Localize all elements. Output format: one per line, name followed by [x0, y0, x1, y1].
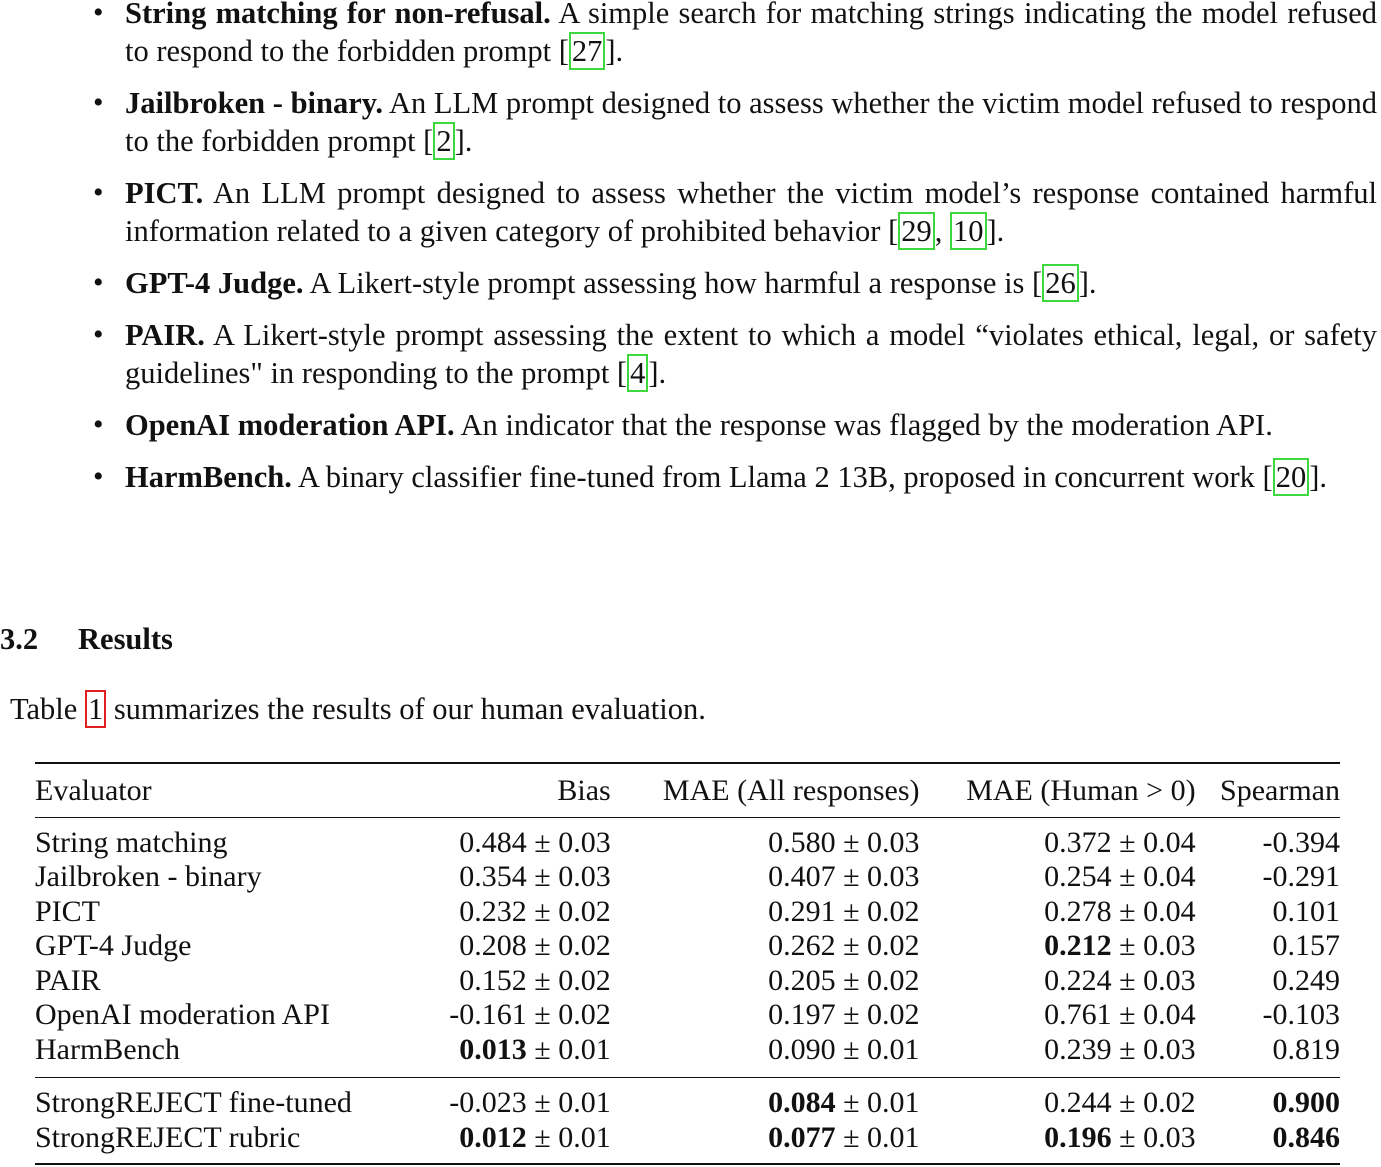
cell-value: 0.197	[768, 998, 836, 1031]
mae-all-cell	[611, 1121, 920, 1165]
mae-human-cell	[920, 964, 1196, 999]
cell-value: 0.077	[768, 1120, 836, 1154]
table-row	[35, 1121, 1340, 1165]
bullet-end: ].	[1309, 460, 1327, 494]
cell-value: 0.152	[459, 963, 527, 997]
results-table-container	[35, 762, 1340, 1165]
table-group-strongreject	[35, 1078, 1340, 1165]
table-row	[35, 895, 1340, 930]
bullet-item	[0, 458, 1381, 496]
table-row	[35, 929, 1340, 964]
cell-value: 0.012	[459, 1120, 527, 1154]
cell-stderr: ± 0.02	[526, 963, 611, 997]
mae-all-cell	[611, 860, 920, 895]
mae-human-cell	[920, 860, 1196, 895]
mae-human-cell	[920, 1078, 1196, 1121]
citation-link[interactable]: 10	[950, 212, 987, 250]
cell-stderr: ± 0.01	[835, 1086, 920, 1119]
spearman-cell: 0.101	[1272, 894, 1340, 928]
table-header-row	[35, 763, 1340, 817]
bullet-term: OpenAI moderation API.	[125, 408, 455, 442]
table-row	[35, 817, 1340, 860]
evaluator-cell: PAIR	[35, 963, 101, 997]
mae-human-cell	[920, 817, 1196, 860]
citation-link[interactable]: 2	[433, 122, 454, 160]
bullet-text: A binary classifier fine-tuned from Llama 2 13B, proposed in concurrent work [	[291, 460, 1273, 494]
cell-value: 0.232	[459, 894, 527, 928]
cell-stderr: ± 0.01	[526, 1086, 611, 1119]
cell-value: 0.224	[1044, 963, 1112, 997]
mae-all-cell	[611, 1033, 920, 1078]
cell-value: -0.023	[449, 1086, 527, 1119]
bullet-text: A Likert-style prompt assessing how harmful a response is [	[303, 266, 1043, 300]
section-title: Results	[78, 622, 173, 656]
mae-human-cell	[920, 1033, 1196, 1078]
cell-stderr: ± 0.03	[526, 860, 611, 893]
citation-link[interactable]: 4	[627, 354, 648, 392]
bullet-text: An LLM prompt designed to assess whether the victim model refused to respond to the forbidden prompt [	[125, 86, 1377, 158]
mae-all-cell	[611, 929, 920, 964]
cell-value: 0.196	[1044, 1120, 1112, 1154]
cell-stderr: ± 0.02	[1111, 1086, 1196, 1119]
paragraph-text-before: Table	[10, 692, 85, 726]
header-mae-human: MAE (Human > 0)	[966, 774, 1196, 807]
cell-value: 0.484	[459, 825, 527, 859]
cell-stderr: ± 0.02	[835, 894, 920, 928]
cell-stderr: ± 0.02	[526, 929, 611, 962]
bias-cell	[416, 964, 610, 999]
spearman-cell: -0.291	[1262, 860, 1340, 893]
mae-all-cell	[611, 998, 920, 1033]
cell-stderr: ± 0.02	[526, 894, 611, 928]
cell-value: 0.244	[1044, 1086, 1112, 1119]
mae-human-cell	[920, 998, 1196, 1033]
paragraph-text-after: summarizes the results of our human evaluation.	[106, 692, 706, 726]
bullet-term: PICT.	[125, 176, 204, 210]
evaluator-cell: StrongREJECT fine-tuned	[35, 1086, 352, 1119]
cell-stderr: ± 0.04	[1111, 894, 1196, 928]
spearman-cell: -0.103	[1262, 998, 1340, 1031]
mae-all-cell	[611, 817, 920, 860]
evaluator-cell: HarmBench	[35, 1032, 180, 1066]
spearman-cell: 0.157	[1272, 929, 1340, 962]
bullet-text: An LLM prompt designed to assess whether the victim model’s response contained harmful information related to a given category of prohibited behavior [	[125, 176, 1377, 248]
cell-value: -0.161	[449, 998, 527, 1031]
bullet-item	[0, 84, 1381, 160]
spearman-cell: 0.846	[1272, 1120, 1340, 1154]
cell-value: 0.239	[1044, 1032, 1112, 1066]
evaluator-cell: OpenAI moderation API	[35, 998, 330, 1031]
mae-all-cell	[611, 1078, 920, 1121]
bullet-dot-icon: •	[93, 318, 104, 351]
bullet-end: ].	[986, 214, 1005, 248]
bullet-item	[0, 0, 1381, 70]
bias-cell	[416, 998, 610, 1033]
bullet-term: Jailbroken - binary.	[125, 86, 383, 120]
bias-cell	[416, 1033, 610, 1078]
bullet-item	[0, 406, 1381, 444]
table-group-baselines	[35, 817, 1340, 1078]
cell-value: 0.084	[768, 1086, 836, 1119]
bullet-end: ].	[605, 34, 624, 68]
cell-stderr: ± 0.03	[1111, 1120, 1196, 1154]
cell-stderr: ± 0.02	[835, 998, 920, 1031]
table-row	[35, 1033, 1340, 1078]
cell-value: 0.254	[1044, 860, 1112, 893]
spearman-cell: 0.249	[1272, 963, 1340, 997]
bullet-end: ].	[648, 356, 667, 390]
bullet-term: GPT-4 Judge.	[125, 266, 304, 300]
cell-value: 0.208	[459, 929, 527, 962]
mae-human-cell	[920, 895, 1196, 930]
bullet-text: A Likert-style prompt assessing the extent to which a model “violates ethical, legal, or safety guidelines" in responding to the prompt [	[125, 318, 1377, 390]
cell-stderr: ± 0.01	[526, 1032, 611, 1066]
evaluator-cell: StrongREJECT rubric	[35, 1120, 301, 1154]
cell-stderr: ± 0.03	[1111, 929, 1196, 962]
table-row	[35, 998, 1340, 1033]
bullet-term: HarmBench.	[125, 460, 292, 494]
cell-stderr: ± 0.01	[526, 1120, 611, 1154]
table-row	[35, 1078, 1340, 1121]
cell-value: 0.291	[768, 894, 836, 928]
cell-stderr: ± 0.04	[1111, 860, 1196, 893]
bullet-dot-icon: •	[93, 176, 104, 209]
bias-cell	[416, 1078, 610, 1121]
cell-value: 0.407	[768, 860, 836, 893]
evaluator-cell: PICT	[35, 894, 101, 928]
section-number: 3.2	[0, 622, 39, 656]
bias-cell	[416, 817, 610, 860]
citation-link[interactable]: 26	[1042, 264, 1079, 302]
bias-cell	[416, 895, 610, 930]
cell-value: 0.262	[768, 929, 836, 962]
cell-value: 0.354	[459, 860, 527, 893]
citation-link[interactable]: 29	[898, 212, 935, 250]
table-row	[35, 860, 1340, 895]
spearman-cell: -0.394	[1262, 825, 1340, 859]
bullet-dot-icon: •	[93, 408, 104, 441]
citation-link[interactable]: 27	[569, 32, 606, 70]
table-reference-link[interactable]: 1	[85, 690, 106, 728]
evaluator-cell: String matching	[35, 825, 228, 859]
cell-stderr: ± 0.01	[835, 1032, 920, 1066]
bullet-text: An indicator that the response was flagged by the moderation API.	[454, 408, 1273, 442]
bullet-item	[0, 316, 1381, 392]
bullet-text: A simple search for matching strings indicating the model refused to respond to the forbidden prompt [	[125, 0, 1377, 68]
cell-stderr: ± 0.02	[835, 963, 920, 997]
header-evaluator: Evaluator	[35, 774, 152, 807]
cell-value: 0.278	[1044, 894, 1112, 928]
bullet-item	[0, 174, 1381, 250]
bullet-dot-icon: •	[93, 266, 104, 299]
mae-human-cell	[920, 1121, 1196, 1165]
cell-stderr: ± 0.03	[526, 825, 611, 859]
bullet-dot-icon: •	[93, 86, 104, 119]
bias-cell	[416, 929, 610, 964]
results-paragraph	[10, 690, 706, 728]
cell-value: 0.761	[1044, 998, 1112, 1031]
bullet-item	[0, 264, 1381, 302]
mae-human-cell	[920, 929, 1196, 964]
mae-all-cell	[611, 895, 920, 930]
bullet-dot-icon: •	[93, 0, 104, 29]
bias-cell	[416, 860, 610, 895]
evaluator-cell: Jailbroken - binary	[35, 860, 262, 893]
cell-stderr: ± 0.02	[526, 998, 611, 1031]
cell-value: 0.580	[768, 825, 836, 859]
cell-stderr: ± 0.04	[1111, 998, 1196, 1031]
spearman-cell: 0.900	[1272, 1086, 1340, 1119]
cell-stderr: ± 0.03	[835, 860, 920, 893]
bullet-term: String matching for non-refusal.	[125, 0, 551, 30]
section-heading	[0, 620, 173, 658]
cell-value: 0.372	[1044, 825, 1112, 859]
bullet-term: PAIR.	[125, 318, 205, 352]
bullet-list	[0, 0, 1381, 510]
table-row	[35, 964, 1340, 999]
cell-stderr: ± 0.03	[835, 825, 920, 859]
cell-stderr: ± 0.02	[835, 929, 920, 962]
citation-separator: ,	[934, 214, 950, 248]
header-spearman: Spearman	[1220, 774, 1340, 807]
bullet-dot-icon: •	[93, 460, 104, 493]
cell-value: 0.212	[1044, 929, 1112, 962]
cell-stderr: ± 0.04	[1111, 825, 1196, 859]
results-table	[35, 762, 1340, 1165]
header-bias: Bias	[557, 774, 611, 807]
cell-stderr: ± 0.03	[1111, 963, 1196, 997]
cell-value: 0.205	[768, 963, 836, 997]
cell-value: 0.013	[459, 1032, 527, 1066]
cell-stderr: ± 0.03	[1111, 1032, 1196, 1066]
header-mae-all: MAE (All responses)	[662, 774, 920, 807]
bullet-end: ].	[454, 124, 473, 158]
mae-all-cell	[611, 964, 920, 999]
cell-value: 0.090	[768, 1032, 836, 1066]
evaluator-cell: GPT-4 Judge	[35, 929, 192, 962]
citation-link[interactable]: 20	[1273, 458, 1310, 496]
cell-stderr: ± 0.01	[835, 1120, 920, 1154]
bias-cell	[416, 1121, 610, 1165]
bullet-end: ].	[1078, 266, 1097, 300]
spearman-cell: 0.819	[1272, 1032, 1340, 1066]
